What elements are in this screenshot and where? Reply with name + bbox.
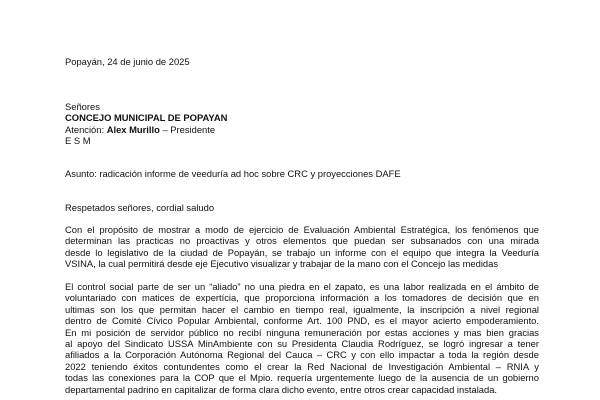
paragraph-2 <box>65 281 539 395</box>
salutation-text: Señores <box>65 101 100 112</box>
paragraph-2-line: voluntariado con matices de expertícia, que proporciona información a los tomadores de decisión que en <box>65 292 539 304</box>
attention-prefix: Atención: <box>65 123 107 135</box>
attention-role: – Presidente <box>159 123 216 135</box>
paragraph-2-line: afiliados a la Corporación Autónoma Regional del Cauca – CRC y con ello impactar a toda la región desde <box>65 349 539 361</box>
organization-name-bold: CONCEJO MUNICIPAL DE POPAYAN <box>65 112 228 124</box>
city-text: E S M <box>65 135 91 147</box>
paragraph-1 <box>65 224 539 270</box>
paragraph-2-line: al apoyo del Sindicato USSA MinAmbiente con su Presidenta Claudia Rodríguez, se logró ingresar a tener <box>65 338 539 350</box>
letter-date <box>65 56 539 67</box>
paragraph-2-line: todas las conexiones para la COP que el Mpio. requería urgentemente luego de la ausencia de un gobierno <box>65 372 539 384</box>
paragraph-2-line: departamental padrino en capitalizar de forma clara dicho evento, entre otros crear capacidad instalada. <box>65 383 498 395</box>
recipient-block <box>65 101 539 147</box>
organization-name <box>65 112 539 123</box>
subject-line <box>65 168 539 179</box>
date-text: Popayán, 24 de junio de 2025 <box>65 56 190 67</box>
attention-name: Alex Murillo <box>106 123 160 135</box>
paragraph-2-line: 2022 teniendo éxitos contundentes como el crear la Red Nacional de Investigación Ambiental – RNIA y <box>65 360 539 372</box>
greeting-line <box>65 202 539 213</box>
paragraph-2-line: En mi posición de servidor público no recibí ninguna remuneración por estas acciones y mas bien gracias <box>65 326 539 338</box>
paragraph-1-line: determinan las practicas no proactivas y otros elementos que puedan ser subsanados con una mirada <box>65 235 539 247</box>
subject-text: Asunto: radicación informe de veeduría ad hoc sobre CRC y proyecciones DAFE <box>65 168 401 179</box>
paragraph-2-line: El control social parte de ser un “aliado” no una piedra en el zapato, es una labor realizada en el ámbito de <box>65 281 539 292</box>
paragraph-2-line: dentro de Comité Cívico Popular Ambiental, conforme Art. 100 PND, es el mayor acierto empoderamiento. <box>65 315 539 327</box>
paragraph-2-line: ultimas son los que permitan hacer el cambio en tiempo real, igualmente, la inscripción a nivel regional <box>65 303 539 315</box>
paragraph-1-line: Con el propósito de mostrar a modo de ejercicio de Evaluación Ambiental Estratégica, los fenómenos que <box>65 224 539 235</box>
greeting-text: Respetados señores, cordial saludo <box>65 202 215 213</box>
attention-line <box>65 124 539 135</box>
paragraph-1-line: desde lo legislativo de la ciudad de Popayán, se trabajo un informe con el equipo que integra la Veeduría <box>65 246 539 258</box>
paragraph-1-line: VSINA, la cual permitirá desde eje Ejecutivo visualizar y trabajar de la mano con el Concejo las medidas <box>65 258 499 270</box>
